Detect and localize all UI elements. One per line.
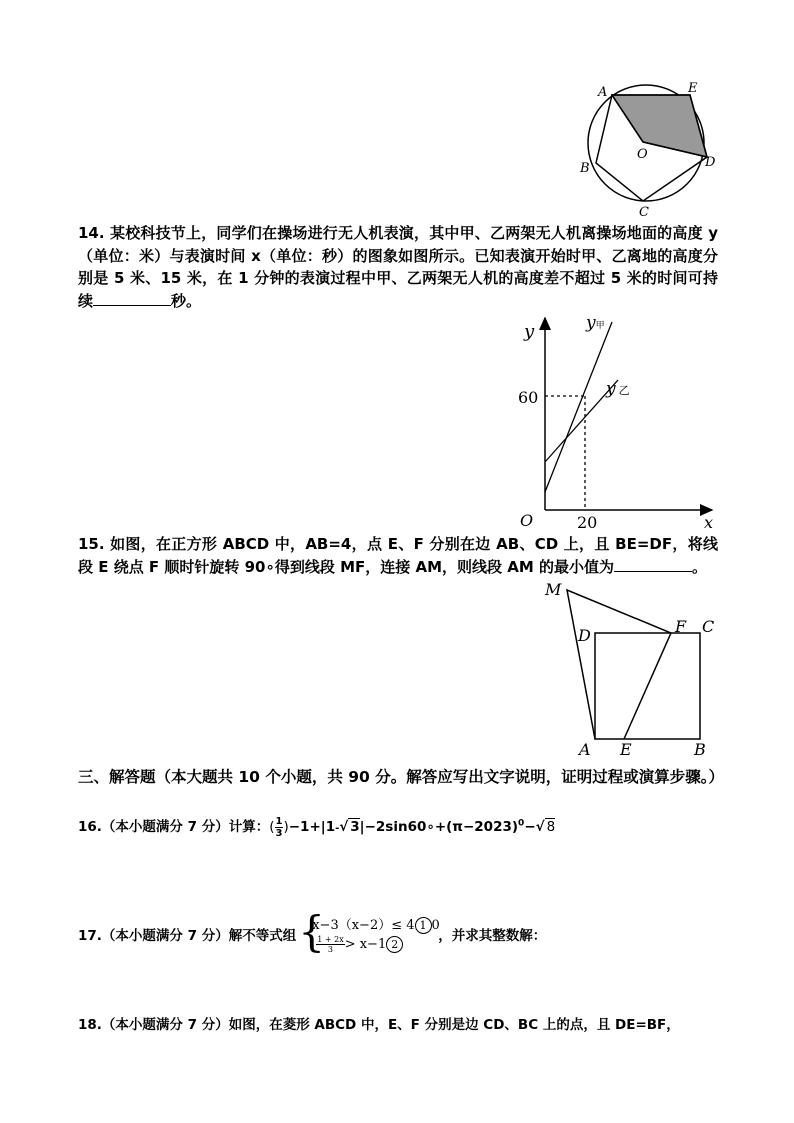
label-M: M (545, 580, 562, 599)
drone-height-graph (500, 310, 730, 535)
q15-text-end: 。 (692, 557, 708, 576)
y-axis-label: y (524, 321, 535, 342)
section-3-heading: 三、解答题（本大题共 10 个小题，共 90 分。解答应写出文字说明，证明过程或演算步骤。） (78, 768, 724, 786)
label-O: O (637, 147, 648, 162)
q14-text-end: 秒。 (171, 291, 202, 310)
q15-answer-blank[interactable] (614, 557, 692, 572)
q15-text: 15. 如图，在正方形 ABCD 中，AB=4，点 E、F 分别在边 AB、CD 上，且 BE=DF，将线段 E 绕点 F 顺时针旋转 90∘得到线段 MF，连接 AM，则线段 AM 的最小值为 (78, 535, 718, 576)
x-axis-label: x (704, 513, 714, 532)
question-18: 18.（本小题满分 7 分）如图，在菱形 ABCD 中，E、F 分别是边 CD、BC 上的点，且 DE=BF， (78, 1017, 680, 1033)
label-B: B (580, 161, 590, 176)
label-A: A (579, 740, 591, 759)
line-jia-label: y甲 (586, 313, 605, 333)
square-rotation-figure (540, 575, 730, 760)
inequality-system: { x−3（x−2）≤ 4 1 0 $\frac{1 + 2x}{3}$ > x−1 2 (298, 907, 440, 956)
label-F: F (675, 617, 687, 636)
label-C: C (639, 205, 649, 220)
x-tick-20: 20 (577, 513, 598, 532)
question-16: 16.（本小题满分 7 分）计算：( $\frac{1}{3}$ )−1+|1-√ $3|-2\sin 60\circ+(\pi-2023)^0-√$ 8 (78, 815, 556, 839)
question-14 (78, 222, 718, 312)
fraction-one-third: $\frac{1}{3}$ (275, 815, 283, 839)
y-tick-60: 60 (518, 388, 539, 407)
q14-answer-blank[interactable] (93, 291, 171, 306)
label-A: A (598, 85, 608, 100)
q14-text: 14. 某校科技节上，同学们在操场进行无人机表演，其中甲、乙两架无人机离操场地面的高度 y（单位：米）与表演时间 x（单位：秒）的图象如图所示。已知表演开始时甲、乙离地的高度分别是 5 米、15 米，在 1 分钟的表演过程中甲、乙两架无人机的高度差不超过 5 米的时间可持续 (78, 224, 718, 310)
sqrt-icon: √ (535, 819, 545, 835)
label-E: E (688, 81, 698, 96)
label-E: E (620, 740, 632, 759)
circle-pentagon-figure (574, 78, 724, 220)
label-B: B (694, 740, 706, 759)
label-D: D (705, 155, 716, 170)
origin-label: O (520, 511, 534, 530)
label-C: C (702, 617, 715, 636)
question-15 (78, 533, 718, 578)
sqrt-icon: √ (339, 819, 349, 835)
label-D: D (578, 626, 591, 645)
question-17: 17.（本小题满分 7 分）解不等式组 { x−3（x−2）≤ 4 1 0 $\frac{1 + 2x}{3}$ > x−1 2 ，并求其整数解： (78, 907, 547, 956)
line-yi-label: y乙 (606, 379, 630, 399)
